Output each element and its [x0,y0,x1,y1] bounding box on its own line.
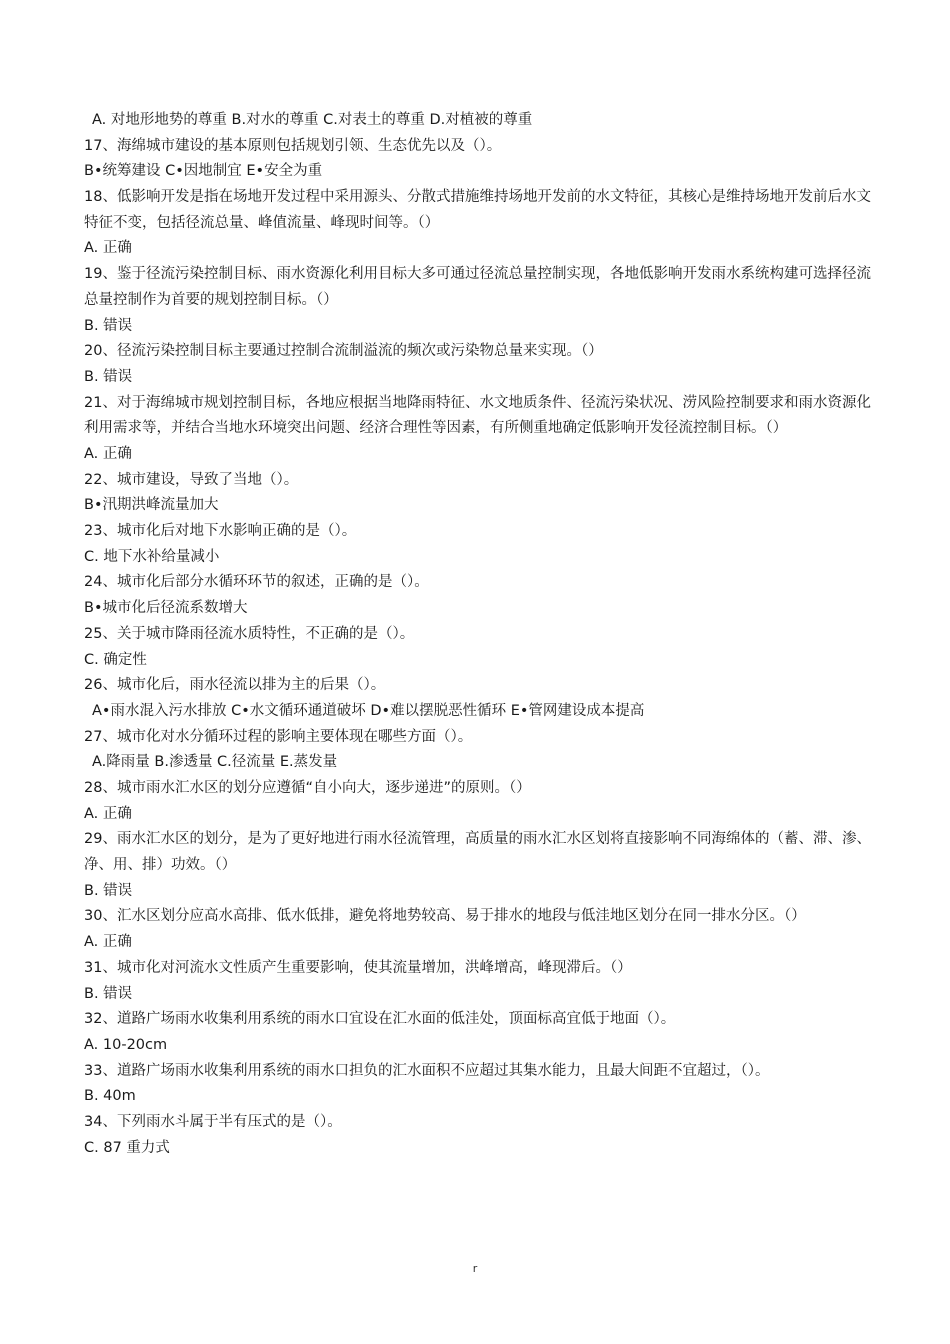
question-line: 28、城市雨水汇水区的划分应遵循“自小向大，逐步递进”的原则。（） [84,779,531,796]
answer-line: A. 正确 [84,240,132,257]
answer-line: A. 正确 [84,805,132,822]
question-line: 23、城市化后对地下水影响正确的是（）。 [84,523,357,540]
answer-line: B. 40m [84,1088,136,1105]
answer-line: C. 87 重力式 [84,1139,170,1156]
answer-line: B. 错误 [84,985,133,1002]
question-line: 33、道路广场雨水收集利用系统的雨水口担负的汇水面积不应超过其集水能力，且最大间距不宜超过，（）。 [84,1062,770,1079]
answer-line: C. 地下水补给量减小 [84,548,220,565]
question-line: 24、城市化后部分水循环环节的叙述，正确的是（）。 [84,574,429,591]
answer-line: C. 确定性 [84,651,147,668]
question-line: 25、关于城市降雨径流水质特性，不正确的是（）。 [84,625,415,642]
answer-line: A. 正确 [84,446,132,463]
question-line: 30、汇水区划分应高水高排、低水低排，避免将地势较高、易于排水的地段与低洼地区划分在同一排水分区。（） [84,908,806,925]
answer-line: B•城市化后径流系数增大 [84,600,248,617]
question-line: 31、城市化对河流水文性质产生重要影响，使其流量增加，洪峰增高，峰现滞后。（） [84,959,632,976]
answer-line: B. 错误 [84,882,133,899]
answer-line: A•雨水混入污水排放 C•水文循环通道破坏 D•难以摆脱恶性循环 E•管网建设成本提高 [92,702,645,719]
answer-line: A. 对地形地势的尊重 B.对水的尊重 C.对表土的尊重 D.对植被的尊重 [92,112,533,128]
question-line: 22、城市建设，导致了当地（）。 [84,471,299,488]
answer-line: A.降雨量 B.渗透量 C.径流量 E.蒸发量 [92,754,338,771]
question-line: 26、城市化后，雨水径流以排为主的后果（）。 [84,677,386,694]
question-line: 20、径流污染控制目标主要通过控制合流制溢流的频次或污染物总量来实现。（） [84,343,603,360]
question-line: 21、对于海绵城市规划控制目标，各地应根据当地降雨特征、水文地质条件、径流污染状况、涝风险控制要求和雨水资源化利用需求等，并结合当地水环境突出问题、经济合理性等因素，有所侧重地确定低影响开发径流控制目标。（） [84,394,871,437]
question-line: 27、城市化对水分循环过程的影响主要体现在哪些方面（）。 [84,728,473,745]
answer-line: B•汛期洪峰流量加大 [84,497,219,514]
question-line: 19、鉴于径流污染控制目标、雨水资源化利用目标大多可通过径流总量控制实现，各地低影响开发雨水系统构建可选择径流总量控制作为首要的规划控制目标。（） [84,266,871,308]
question-line: 34、下列雨水斗属于半有压式的是（）。 [84,1113,342,1130]
question-line: 17、海绵城市建设的基本原则包括规划引领、生态优先以及（）。 [84,137,502,154]
answer-line: B. 错误 [84,368,133,385]
question-line: 29、雨水汇水区的划分，是为了更好地进行雨水径流管理，高质量的雨水汇水区划将直接影响不同海绵体的（蓄、滞、渗、净、用、排）功效。（） [84,831,871,874]
answer-line: B•统筹建设 C•因地制宜 E•安全为重 [84,163,323,180]
question-line: 32、道路广场雨水收集利用系统的雨水口宜设在汇水面的低洼处，顶面标高宜低于地面（）。 [84,1011,676,1028]
document-body [84,108,884,1161]
answer-line: A. 10-20cm [84,1036,168,1053]
page-footer: r [472,1262,478,1275]
question-line: 18、低影响开发是指在场地开发过程中采用源头、分散式措施维持场地开发前的水文特征，其核心是维持场地开发前后水文特征不变，包括径流总量、峰值流量、峰现时间等。（） [84,189,871,231]
answer-line: A. 正确 [84,934,132,951]
answer-line: B. 错误 [84,317,133,334]
